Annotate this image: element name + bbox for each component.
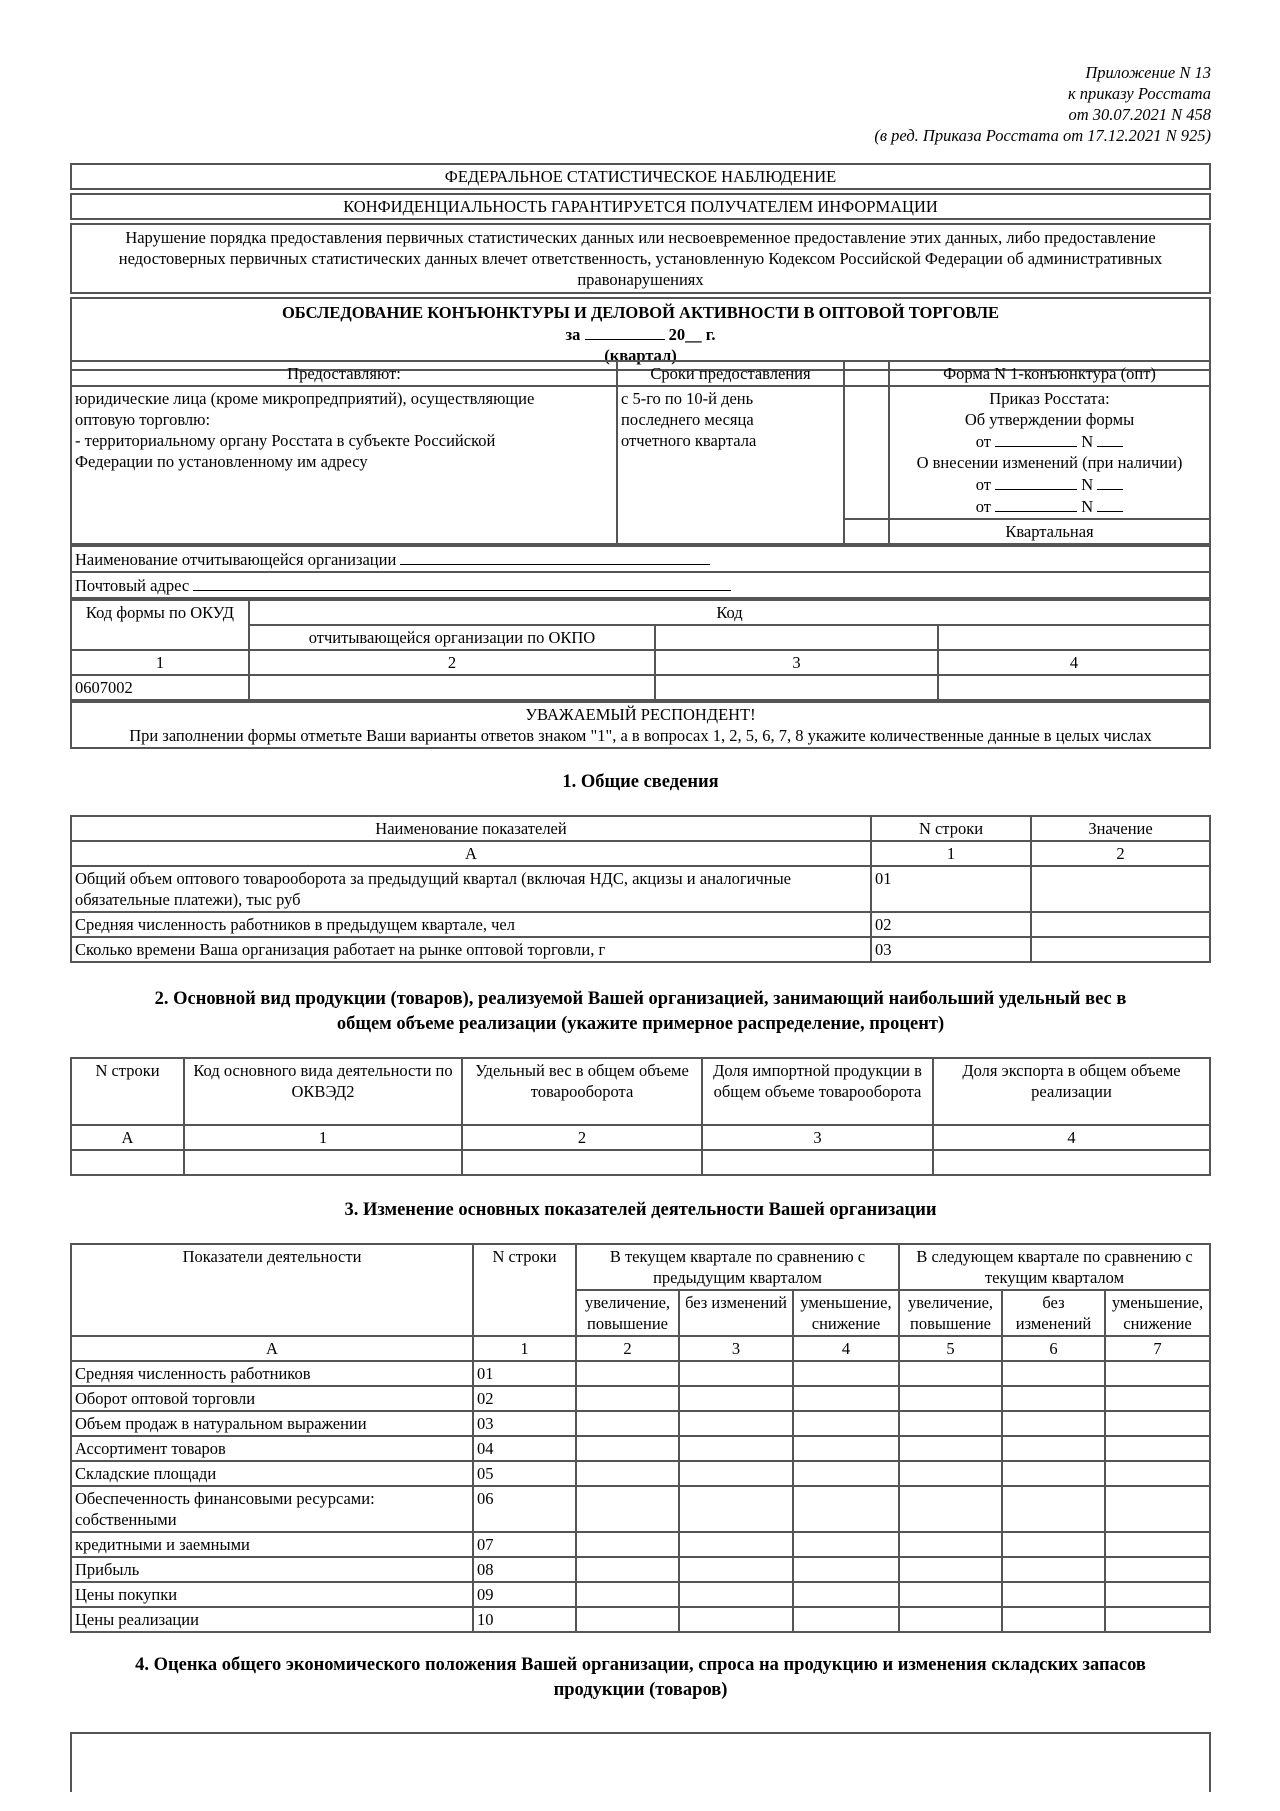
row-label: Цены покупки [71,1582,473,1607]
appendix-note [611,62,1211,146]
section4-table-start [70,1732,1211,1792]
s3-header-increase: увеличение, повышение [899,1290,1002,1336]
deadline-header: Сроки предоставления [617,361,844,386]
respondent-title: УВАЖАЕМЫЙ РЕСПОНДЕНТ! [525,705,756,724]
row-code: 03 [473,1411,576,1436]
s3-header-decrease: уменьшение, снижение [1105,1290,1210,1336]
input-cell[interactable] [462,1150,702,1175]
row-label: Ассортимент товаров [71,1436,473,1461]
col-number: 6 [1002,1336,1105,1361]
confidentiality-notice: КОНФИДЕНЦИАЛЬНОСТЬ ГАРАНТИРУЕТСЯ ПОЛУЧАТЕЛЕМ ИНФОРМАЦИИ [71,194,1210,219]
survey-title: ОБСЛЕДОВАНИЕ КОНЪЮНКТУРЫ И ДЕЛОВОЙ АКТИВНОСТИ В ОПТОВОЙ ТОРГОВЛЕ [281,303,1000,322]
answer-cell[interactable] [793,1486,899,1532]
answer-cell[interactable] [899,1486,1002,1532]
answer-cell[interactable] [1002,1607,1105,1632]
answer-cell[interactable] [1002,1386,1105,1411]
row-code: 06 [473,1486,576,1532]
answer-cell[interactable] [576,1532,679,1557]
s3-header-next: В следующем квартале по сравнению с текущим кварталом [899,1244,1210,1290]
answer-cell[interactable] [793,1461,899,1486]
answer-cell[interactable] [899,1582,1002,1607]
answer-cell[interactable] [1002,1486,1105,1532]
answer-cell[interactable] [1105,1361,1210,1386]
answer-cell[interactable] [899,1532,1002,1557]
answer-cell[interactable] [679,1461,793,1486]
section1-title: 1. Общие сведения [562,772,719,792]
row-label: кредитными и заемными [71,1532,473,1557]
answer-cell[interactable] [899,1557,1002,1582]
row-code: 10 [473,1607,576,1632]
answer-cell[interactable] [793,1607,899,1632]
org-name-field[interactable] [400,548,710,565]
table-row [71,1411,1210,1436]
answer-cell[interactable] [793,1557,899,1582]
order-change-line-2: от N [893,495,1206,517]
input-cell[interactable] [702,1150,933,1175]
answer-cell[interactable] [1002,1461,1105,1486]
answer-cell[interactable] [679,1411,793,1436]
violation-notice: Нарушение порядка предоставления первичных статистических данных или несвоевременное предоставление этих данных, либо предоставление недостоверных первичных статистических данных влечет ответственность, установленную Кодексом Российской Федерации об административных правонарушениях [71,224,1210,293]
section1-table [70,815,1211,963]
s3-header-nochange: без изменений [1002,1290,1105,1336]
answer-cell[interactable] [899,1607,1002,1632]
code-label: Код [249,600,1210,625]
answer-cell[interactable] [679,1361,793,1386]
col-letter: А [71,841,871,866]
col-number: 2 [249,650,655,675]
col-number: 3 [655,650,938,675]
section2-table [70,1057,1211,1176]
blank-cell [844,386,889,519]
address-row: Почтовый адрес [71,572,1210,598]
answer-cell[interactable] [576,1411,679,1436]
section3-title: 3. Изменение основных показателей деятельности Вашей организации [344,1200,937,1220]
s1-header-name: Наименование показателей [71,816,871,841]
s2-header-row: N строки [71,1058,184,1125]
answer-cell[interactable] [1002,1411,1105,1436]
row-label: Складские площади [71,1461,473,1486]
row-label: Объем продаж в натуральном выражении [71,1411,473,1436]
respondent-notice [71,702,1210,748]
order-change-line-1: от N [893,473,1206,495]
answer-cell[interactable] [899,1411,1002,1436]
form-number: Форма N 1-конъюнктура (опт) [889,361,1210,386]
answer-cell[interactable] [576,1557,679,1582]
row-code: 08 [473,1557,576,1582]
s2-header-export: Доля экспорта в общем объеме реализации [933,1058,1210,1125]
order-approval-line: от N [893,430,1206,452]
answer-cell[interactable] [1002,1361,1105,1386]
col-number: 2 [462,1125,702,1150]
answer-cell[interactable] [899,1436,1002,1461]
answer-cell[interactable] [1002,1582,1105,1607]
section2-title: 2. Основной вид продукции (товаров), реализуемой Вашей организацией, занимающий наибольший удельный вес в общем объеме реализации (укажите примерное распределение, процент) [154,989,1127,1034]
row-label: Сколько времени Ваша организация работает на рынке оптовой торговли, г [71,937,871,962]
table-row [71,1486,1210,1532]
periodicity: Квартальная [889,519,1210,544]
value-cell[interactable] [1031,866,1210,912]
table-row [71,1557,1210,1582]
answer-cell[interactable] [1002,1532,1105,1557]
row-code: 01 [473,1361,576,1386]
table-row [71,1532,1210,1557]
row-label: Прибыль [71,1557,473,1582]
s3-header-decrease: уменьшение, снижение [793,1290,899,1336]
col-number: 1 [71,650,249,675]
answer-cell[interactable] [1105,1486,1210,1532]
table-row [71,1582,1210,1607]
row-code: 09 [473,1582,576,1607]
address-field[interactable] [193,574,731,591]
answer-cell[interactable] [793,1386,899,1411]
answer-cell[interactable] [1105,1557,1210,1582]
okpo-field[interactable] [249,675,655,700]
row-code: 02 [473,1386,576,1411]
respondent-text: При заполнении формы отметьте Ваши варианты ответов знаком "1", а в вопросах 1, 2, 5, 6, 7, 8 укажите количественные данные в целых числах [129,726,1152,745]
provide-cell: юридические лица (кроме микропредприятий), осуществляющие оптовую торговлю: - территориальному органу Росстата в субъекте Российской Федерации по установленному им адресу [71,386,617,544]
answer-cell[interactable] [1105,1461,1210,1486]
table-row [71,1607,1210,1632]
row-code: 02 [871,912,1031,937]
answer-cell[interactable] [576,1361,679,1386]
s1-header-row: N строки [871,816,1031,841]
row-code: 04 [473,1436,576,1461]
empty-code-cell [655,625,938,650]
row-label: Обеспеченность финансовыми ресурсами: собственными [71,1486,473,1532]
row-label: Средняя численность работников [71,1361,473,1386]
answer-cell[interactable] [679,1607,793,1632]
code-field-4[interactable] [938,675,1210,700]
col-letter: А [71,1125,184,1150]
s3-header-current: В текущем квартале по сравнению с предыдущим кварталом [576,1244,899,1290]
answer-cell[interactable] [679,1582,793,1607]
period-note: (квартал) [604,346,677,365]
row-label: Средняя численность работников в предыдущем квартале, чел [71,912,871,937]
appendix-line-4: (в ред. Приказа Росстата от 17.12.2021 N 925) [874,126,1211,145]
s3-header-increase: увеличение, повышение [576,1290,679,1336]
table-row [71,1461,1210,1486]
table-row [71,1150,1210,1175]
organization-block [70,545,1211,749]
appendix-line-1: Приложение N 13 [1085,63,1211,82]
table-row [71,1386,1210,1411]
col-number: 1 [473,1336,576,1361]
answer-cell[interactable] [899,1461,1002,1486]
org-name-row: Наименование отчитывающейся организации [71,546,1210,572]
answer-cell[interactable] [793,1361,899,1386]
table-row [71,937,1210,962]
s3-header-row: N строки [473,1244,576,1336]
col-number: 4 [933,1125,1210,1150]
col-number: 3 [679,1336,793,1361]
okud-label: Код формы по ОКУД [71,600,249,650]
answer-cell[interactable] [679,1486,793,1532]
s2-header-import: Доля импортной продукции в общем объеме товарооборота [702,1058,933,1125]
answer-cell[interactable] [576,1386,679,1411]
answer-cell[interactable] [679,1386,793,1411]
col-number: 4 [793,1336,899,1361]
answer-cell[interactable] [1105,1607,1210,1632]
order-cell: Приказ Росстата: Об утверждении формы от N О внесении изменений (при наличии) от N от N [889,386,1210,519]
answer-cell[interactable] [679,1532,793,1557]
appendix-line-2: к приказу Росстата [1067,84,1211,103]
blank-header-cell [844,361,889,386]
code-field-3[interactable] [655,675,938,700]
provide-header: Предоставляют: [71,361,617,386]
answer-cell[interactable] [899,1386,1002,1411]
input-cell[interactable] [184,1150,462,1175]
s1-header-value: Значение [1031,816,1210,841]
value-cell[interactable] [1031,937,1210,962]
answer-cell[interactable] [1105,1436,1210,1461]
deadline-cell: с 5-го по 10-й день последнего месяца отчетного квартала [617,386,844,544]
answer-cell[interactable] [576,1607,679,1632]
answer-cell[interactable] [1105,1386,1210,1411]
answer-cell[interactable] [576,1582,679,1607]
table-row [71,912,1210,937]
answer-cell[interactable] [1105,1582,1210,1607]
answer-cell[interactable] [1002,1436,1105,1461]
section4-title: 4. Оценка общего экономического положения Вашей организации, спроса на продукцию и изменения складских запасов продукции (товаров) [135,1655,1146,1700]
answer-cell[interactable] [793,1411,899,1436]
section3-table [70,1243,1211,1633]
s2-header-share: Удельный вес в общем объеме товарооборота [462,1058,702,1125]
table-row [71,1436,1210,1461]
col-number: 7 [1105,1336,1210,1361]
s2-header-code: Код основного вида деятельности по ОКВЭД2 [184,1058,462,1125]
col-letter: А [71,1336,473,1361]
okpo-label: отчитывающейся организации по ОКПО [249,625,655,650]
row-code: 05 [473,1461,576,1486]
answer-cell[interactable] [793,1582,899,1607]
col-number: 2 [1031,841,1210,866]
federal-observation: ФЕДЕРАЛЬНОЕ СТАТИСТИЧЕСКОЕ НАБЛЮДЕНИЕ [71,164,1210,189]
s3-header-indicators: Показатели деятельности [71,1244,473,1336]
col-number: 3 [702,1125,933,1150]
input-cell[interactable] [933,1150,1210,1175]
answer-cell[interactable] [899,1361,1002,1386]
col-number: 1 [871,841,1031,866]
s3-header-nochange: без изменений [679,1290,793,1336]
quarter-field[interactable] [585,323,665,340]
row-code: 07 [473,1532,576,1557]
answer-cell[interactable] [1105,1411,1210,1436]
row-code: 01 [871,866,1031,912]
answer-cell[interactable] [793,1436,899,1461]
table-row [71,866,1210,912]
col-number: 5 [899,1336,1002,1361]
input-cell[interactable] [71,1150,184,1175]
table-row [71,1361,1210,1386]
appendix-line-3: от 30.07.2021 N 458 [1068,105,1211,124]
blank-cell [844,519,889,544]
answer-cell[interactable] [576,1436,679,1461]
answer-cell[interactable] [1002,1557,1105,1582]
submission-block [70,360,1211,545]
survey-period: за 20__ г. [565,325,716,344]
col-number: 2 [576,1336,679,1361]
okud-value: 0607002 [71,675,249,700]
col-number: 1 [184,1125,462,1150]
row-label: Оборот оптовой торговли [71,1386,473,1411]
row-label: Общий объем оптового товарооборота за предыдущий квартал (включая НДС, акцизы и аналогичные обязательные платежи), тыс руб [71,866,871,912]
answer-cell[interactable] [576,1461,679,1486]
answer-cell[interactable] [679,1436,793,1461]
empty-code-cell [938,625,1210,650]
row-label: Цены реализации [71,1607,473,1632]
col-number: 4 [938,650,1210,675]
form-header [70,163,1211,371]
answer-cell[interactable] [679,1557,793,1582]
value-cell[interactable] [1031,912,1210,937]
answer-cell[interactable] [576,1486,679,1532]
row-code: 03 [871,937,1031,962]
answer-cell[interactable] [1105,1532,1210,1557]
answer-cell[interactable] [793,1532,899,1557]
